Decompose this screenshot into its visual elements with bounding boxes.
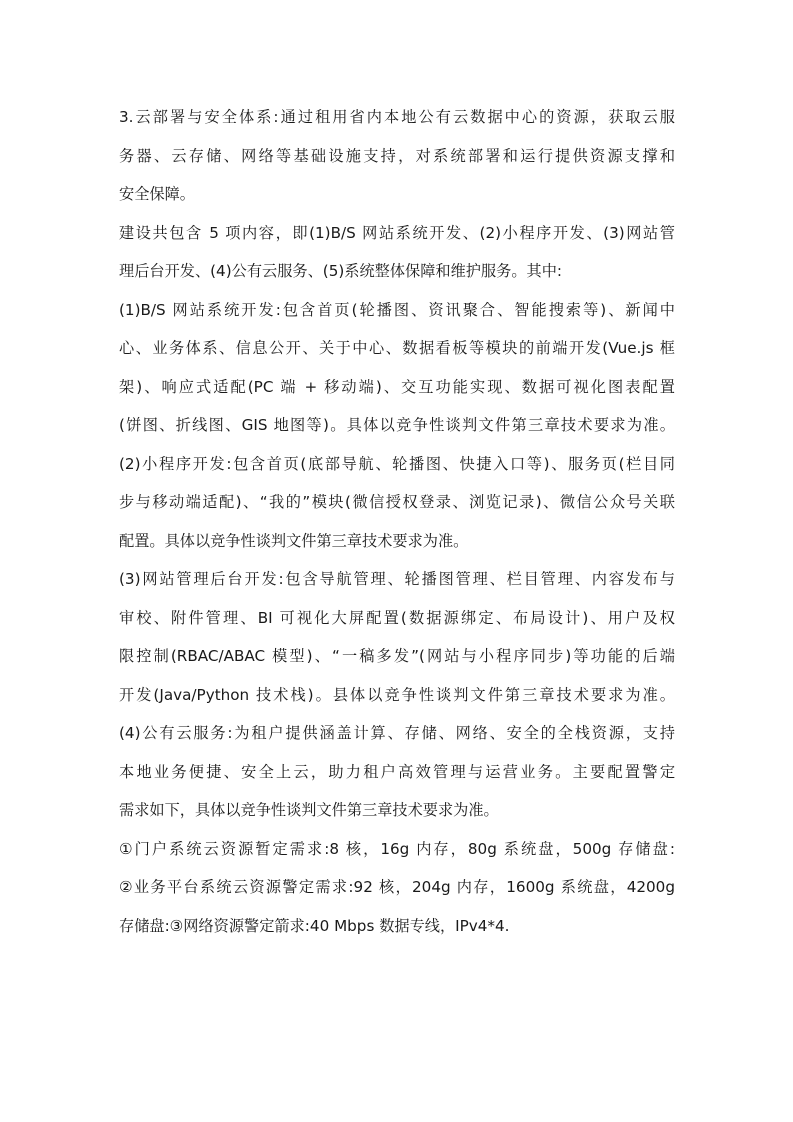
- text-line-13: (3)网站管理后台开发:包含导航管理、轮播图管理、栏目管理、内容发布与: [119, 570, 675, 588]
- text-line-22: 存储盘:③网络资源警定箭求:40 Mbps 数据专线，IPv4*4.: [119, 916, 510, 935]
- text-line-21: ②业务平台系统云资源警定需求:92 核，204g 内存，1600g 系统盘，4200g: [119, 878, 675, 896]
- text-line-2: 务器、云存储、网络等基础设施支持，对系统部署和运行提供资源支撑和: [119, 146, 675, 165]
- text-line-4: 建设共包含 5 项内容，即(1)B/S 网站系统开发、(2)小程序开发、(3)网站管: [119, 223, 675, 242]
- document-body: [119, 98, 675, 945]
- text-line-11: 步与移动端适配)、“我的”模块(微信授权登录、浏览记录)、微信公众号关联: [119, 493, 675, 511]
- text-line-9: (饼图、折线图、GIS 地图等)。具体以竞争性谈判文件第三章技术要求为准。: [119, 416, 675, 434]
- text-line-3: 安全保障。: [119, 185, 195, 203]
- text-line-10: (2)小程序开发:包含首页(底部导航、轮播图、快捷入口等)、服务页(栏目同: [119, 454, 675, 473]
- text-line-1: 3.云部署与安全体系:通过租用省内本地公有云数据中心的资源，获取云服: [119, 108, 675, 126]
- text-line-7: 心、业务体系、信息公开、关于中心、数据看板等模块的前端开发(Vue.js 框: [119, 339, 675, 357]
- text-line-20: ①门户系统云资源暂定需求:8 核，16g 内存，80g 系统盘，500g 存储盘:: [119, 839, 675, 858]
- text-line-6: (1)B/S 网站系统开发:包含首页(轮播图、资讯聚合、智能搜索等)、新闻中: [119, 300, 675, 319]
- text-line-14: 审校、附件管理、BI 可视化大屏配置(数据源绑定、布局设计)、用户及权: [119, 608, 675, 627]
- text-line-15: 限控制(RBAC/ABAC 模型)、“一稿多发”(网站与小程序同步)等功能的后端: [119, 647, 675, 665]
- text-line-17: (4)公有云服务:为租户提供涵盖计算、存储、网络、安全的全栈资源，支持: [119, 724, 675, 742]
- text-line-8: 架)、响应式适配(PC 端 + 移动端)、交互功能实现、数据可视化图表配置: [119, 377, 675, 396]
- text-line-19: 需求如下，具体以竞争性谈判文件第三章技术要求为准。: [119, 801, 499, 819]
- text-line-5: 理后台开发、(4)公有云服务、(5)系统整体保障和维护服务。其中:: [119, 262, 563, 280]
- text-line-12: 配置。具体以竞争性谈判文件第三章技术要求为准。: [119, 531, 469, 550]
- text-line-16: 开发(Java/Python 技术栈)。县体以竞争性谈判文件第三章技术要求为准。: [119, 685, 675, 704]
- text-line-18: 本地业务便捷、安全上云，助力租户高效管理与运营业务。主要配置警定: [119, 762, 675, 781]
